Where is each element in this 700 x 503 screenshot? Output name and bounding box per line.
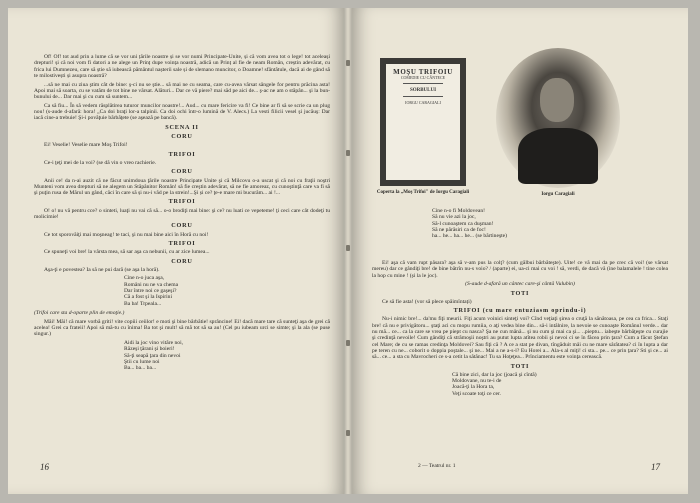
dialogue-line: Nu-i nimic bre!... da'mu fiţi meurii. Fiţi acum voinici sinteţi voi? Cînd veţiaţi şirea o cruţă la sănătoasa, pe cea ca frica... Staţi bre! că nu e privigătoru... ştaţi aci cu mopu rumiia, o aţi vedea bine din... sâ-i intâlnire, la nevoie se cunoaşte Românul verde... dar nu mă... ce... ca la care se vrea pe piept cu nasca? Şa ne cun mânâ... şi nu cum şi mai ca şi... ..pieptu... iabeşte bărbăţeşte cu curajie şi credinţă nevoile! Cum gândiţi că strămoşii noştri au putut lupta atîtea robii şi nevoi ci se în făcea prin ţara? Cum a făcut Ştefan cel Mare; de cu se ramas credinţa Moldovei? Sau fiţi că ? A ce a stat pe divan, tîngăduit mâi cu ne mare sârătatea? ci în lupta a dar pe teren cu ne... coborit o doppia poştale... şi ne... Mai a ne a-s-l? Eu Horei a... Ala-s al miţi! ci sta... pe... ce prin ţara? Sti şi ce... ai să... ce... a sta cu Mavrocheri ce s-a cetit la sătănac! Tu sa Hoţeţea... Prînciamentu este voinţa cerească. (372, 316, 668, 361)
verse-line: Cine n-o fi Moldovean! (432, 208, 485, 214)
speaker-label: CORU (171, 222, 193, 230)
verse-line: Români nu ne va chema (124, 281, 179, 288)
dialogue-line: Ce spuneţi voi bre! la vârsta mea, să sar aşa ca nebunii, cu ar zice lumea... (44, 249, 210, 256)
speaker-label: CORU (171, 168, 193, 176)
speaker-label: TRIFOI (168, 239, 196, 247)
verse-line: Aidi la joc vino vităre noi, (124, 339, 184, 346)
cover-caption: Coperta la „Moş Trifoi" de Iorgu Caragiali (376, 190, 470, 195)
cover-subtitle: SORBULUI (409, 88, 437, 93)
paragraph: Ei! aşa că vam rupt pâsara? aşa să v-am pus la colţ? (cum gălbui bărbăteşte). Uite! ce vă mai da pe crec că voi! (se vărsat mereu) dar ce gândiţi bre! de bine bătrîn nu-s voio? / (aparte) ei, ua-ci mai cu voi ! să, verdi, de dacă vă (ine balamalele ! tine colea la hop cu mine ! (și la le joc). (372, 260, 668, 279)
left-page (8, 8, 344, 494)
portrait-coat (518, 128, 598, 184)
verse-line: Ştii cu lume noi (124, 358, 160, 365)
binding-stitch (346, 430, 350, 436)
song-verse (452, 372, 668, 397)
author-portrait (496, 48, 620, 188)
song-verse (432, 208, 668, 239)
page-number: 17 (651, 462, 660, 472)
book-cover-page (386, 64, 460, 180)
binding-stitch (346, 245, 350, 251)
portrait-caption: Iorgu Caragiali (541, 192, 575, 197)
song-verse (124, 275, 330, 306)
dialogue-line: Anii ce! da n-ai auzit că ne făcut unimdoua ţările noastre Principate Unite şi că Milcovu o-a uscat şi că noi cu fraţii noştri Munteni vom avea drepturi să ne alegem un Stăpânitor Român! să fie creştin adevărat, să ne fie amoreaz, cu cunoştinţă care va fi să şi puţin rusa de Mărul un gând, căci în care să și nu-i văd pe la strein!...Şi și ce? ţe-e mare mi bucurăm... ai !... (34, 177, 330, 197)
dialogue-line: Ei! Veselie! Veselie mare Moş Trifoi! (44, 142, 128, 149)
verse-line: Cine n-o juca aşa, (124, 275, 165, 282)
verse-line: Joacă-ţi la Hora ta, (452, 384, 495, 391)
dialogue-line: Măi! Măi! că mare vorbă griti! vite copiii ceiilor! e moti şi bine bărbătie! sprâncine! Ei! dacă mare tare că sunteţi aşa de grei că acelea! Grei ca frateii! Apoi să mă-tu cu înima! Ba tot şi mult! să mă tot să sa au! (Cel pu iubeam urci se simte; şi la ala (se puse singur.) (34, 318, 330, 338)
dialogue-line: Ce să fie asta! (vor să plece spăimîntați) (382, 298, 472, 305)
verse-line: Că bine zici, dar la joc (joacă şi cîntă) (452, 371, 537, 378)
speaker-label: TRIFOI (cu mare entuziasm oprindu-i) (453, 307, 587, 315)
speaker-label: TOTI (510, 289, 530, 297)
verse-line: Să ne părăsiri ca de foc! (432, 226, 486, 233)
song-verse (124, 340, 330, 371)
speaker-label: TRIFOI (168, 198, 196, 206)
left-text-column (34, 54, 330, 374)
cover-author: IORGU CARAGIALI (405, 100, 441, 105)
binding-stitch (346, 60, 350, 66)
verse-line: Ba ba! Trpeala... (124, 300, 162, 307)
dialogue-line: Ce-i ţeţi mei de la voi? (se dă vin o vreo rachierie. (44, 159, 157, 166)
right-page (352, 8, 688, 494)
verse-line: Că a fost şi la Ispirini (124, 294, 173, 301)
cover-rule (403, 83, 443, 84)
binding-stitch (346, 340, 350, 346)
right-text-top (372, 208, 668, 242)
verse-line: Ba... ba... ba... (124, 365, 157, 372)
right-text-column (372, 260, 668, 400)
dialogue-line: O! o! nu vă pentru cce? o sinteti, luaţi nu vai că să... o-o brodiţi mai bine: şi ce? nu luati ce vepeteme! ţi ceci care cât dodeţi tu molicimie! (34, 207, 330, 221)
page-footer: 2 — Teatrul nr. 1 (418, 463, 456, 469)
book-cover-image (380, 58, 466, 186)
verse-line: Răzeşi ţărani şi boieri! (124, 346, 175, 353)
page-number: 16 (40, 462, 49, 472)
binding-stitch (346, 150, 350, 156)
verse-line: ha... he... ha... he... (se bărtineşte) (432, 233, 508, 240)
scene-title: SCENA II (165, 123, 199, 131)
verse-line: Să nu vie azi la joc, (432, 214, 476, 221)
speaker-label: TRIFOI (168, 150, 196, 158)
cover-line: COMEDIE CU CÂNTECE (400, 75, 446, 80)
verse-line: Să-l cunoaştem ca duşman! (432, 220, 494, 227)
paragraph: ...să ne mai cu ziua ştim cât de bine: ş-ci nu se ştie... să mai ne cu seama, care cu-avea vărsat sângele for pentru prăcina asta! Apoi mai să soarta, cu se vatăm de tot bine ne vărsat. Alături... Dar ce vă piere? mai săd pe aici de... ş-ac ne am o stăpân... şi la bun-bunului de... Dar mai şi cu cum să suntem... (34, 81, 330, 101)
dialogue-line: Ce tot sporovăiţi mai moşneag! te taci, şi nu mai bine aici în Horă cu noi! (44, 231, 209, 238)
cover-rule (403, 96, 443, 97)
verse-line: Veţi scoate toţi ce cer. (452, 390, 501, 397)
paragraph: Ca să fiu... În să vedem răsplătirea tuturor muncilor noastre!... Aud... cu mare fericire va fi! Ce bine ar fi să se scrie ca un plug nou! (s-aude d-afară: hora! „Ca doi braţi lor-a talpinii. Ca doi ochi într-o lumină de V. Alecs.) La vesti filicii vesel şi jucăuş: Dar iacă cine-a trebuie! Şi-i povăţuie bărbăţete (se aşează pe bancă). (34, 102, 330, 122)
speaker-label: TOTI (510, 362, 530, 370)
dialogue-line: Aşa-ţi e povestea? Ia să ne pui dară (se aşa la horă). (44, 266, 160, 273)
speaker-label: CORU (171, 133, 193, 141)
speaker-label: CORU (171, 257, 193, 265)
verse-line: Dar între noi ce gaşeşi? (124, 288, 177, 295)
portrait-face (540, 78, 574, 122)
cover-title: MOŞU TRIFOIU (393, 68, 453, 76)
stage-direction: (Trifoi care sta d-oparte plin de emoţie.) (34, 309, 125, 316)
paragraph: Of! Of! tot aud prin a lume că se vor uni țările noastre și se vor numi Principate-Unite, și că vom avea tot o lege! tot aceleași drepturi! și că noi vom fi datori a ne alege un Prinț dupe voința noastră, adică un Prinț al fie de neam Român, creștin adevărat, cu frica lui Dumnezeu, care să știe să iubească pământul nașterii sale și de slemano muncitor, o Doamne! sfântătule, dacă ai de gând să te milostivești și asupra noastră? (34, 54, 330, 79)
stage-direction: (S-aude d-afară un cântec care-şi cântă Vulubin) (465, 281, 575, 288)
verse-line: Moldovane, nu te-i de (452, 378, 502, 385)
verse-line: Să-ţi seapă ţara din nevoi (124, 352, 181, 359)
